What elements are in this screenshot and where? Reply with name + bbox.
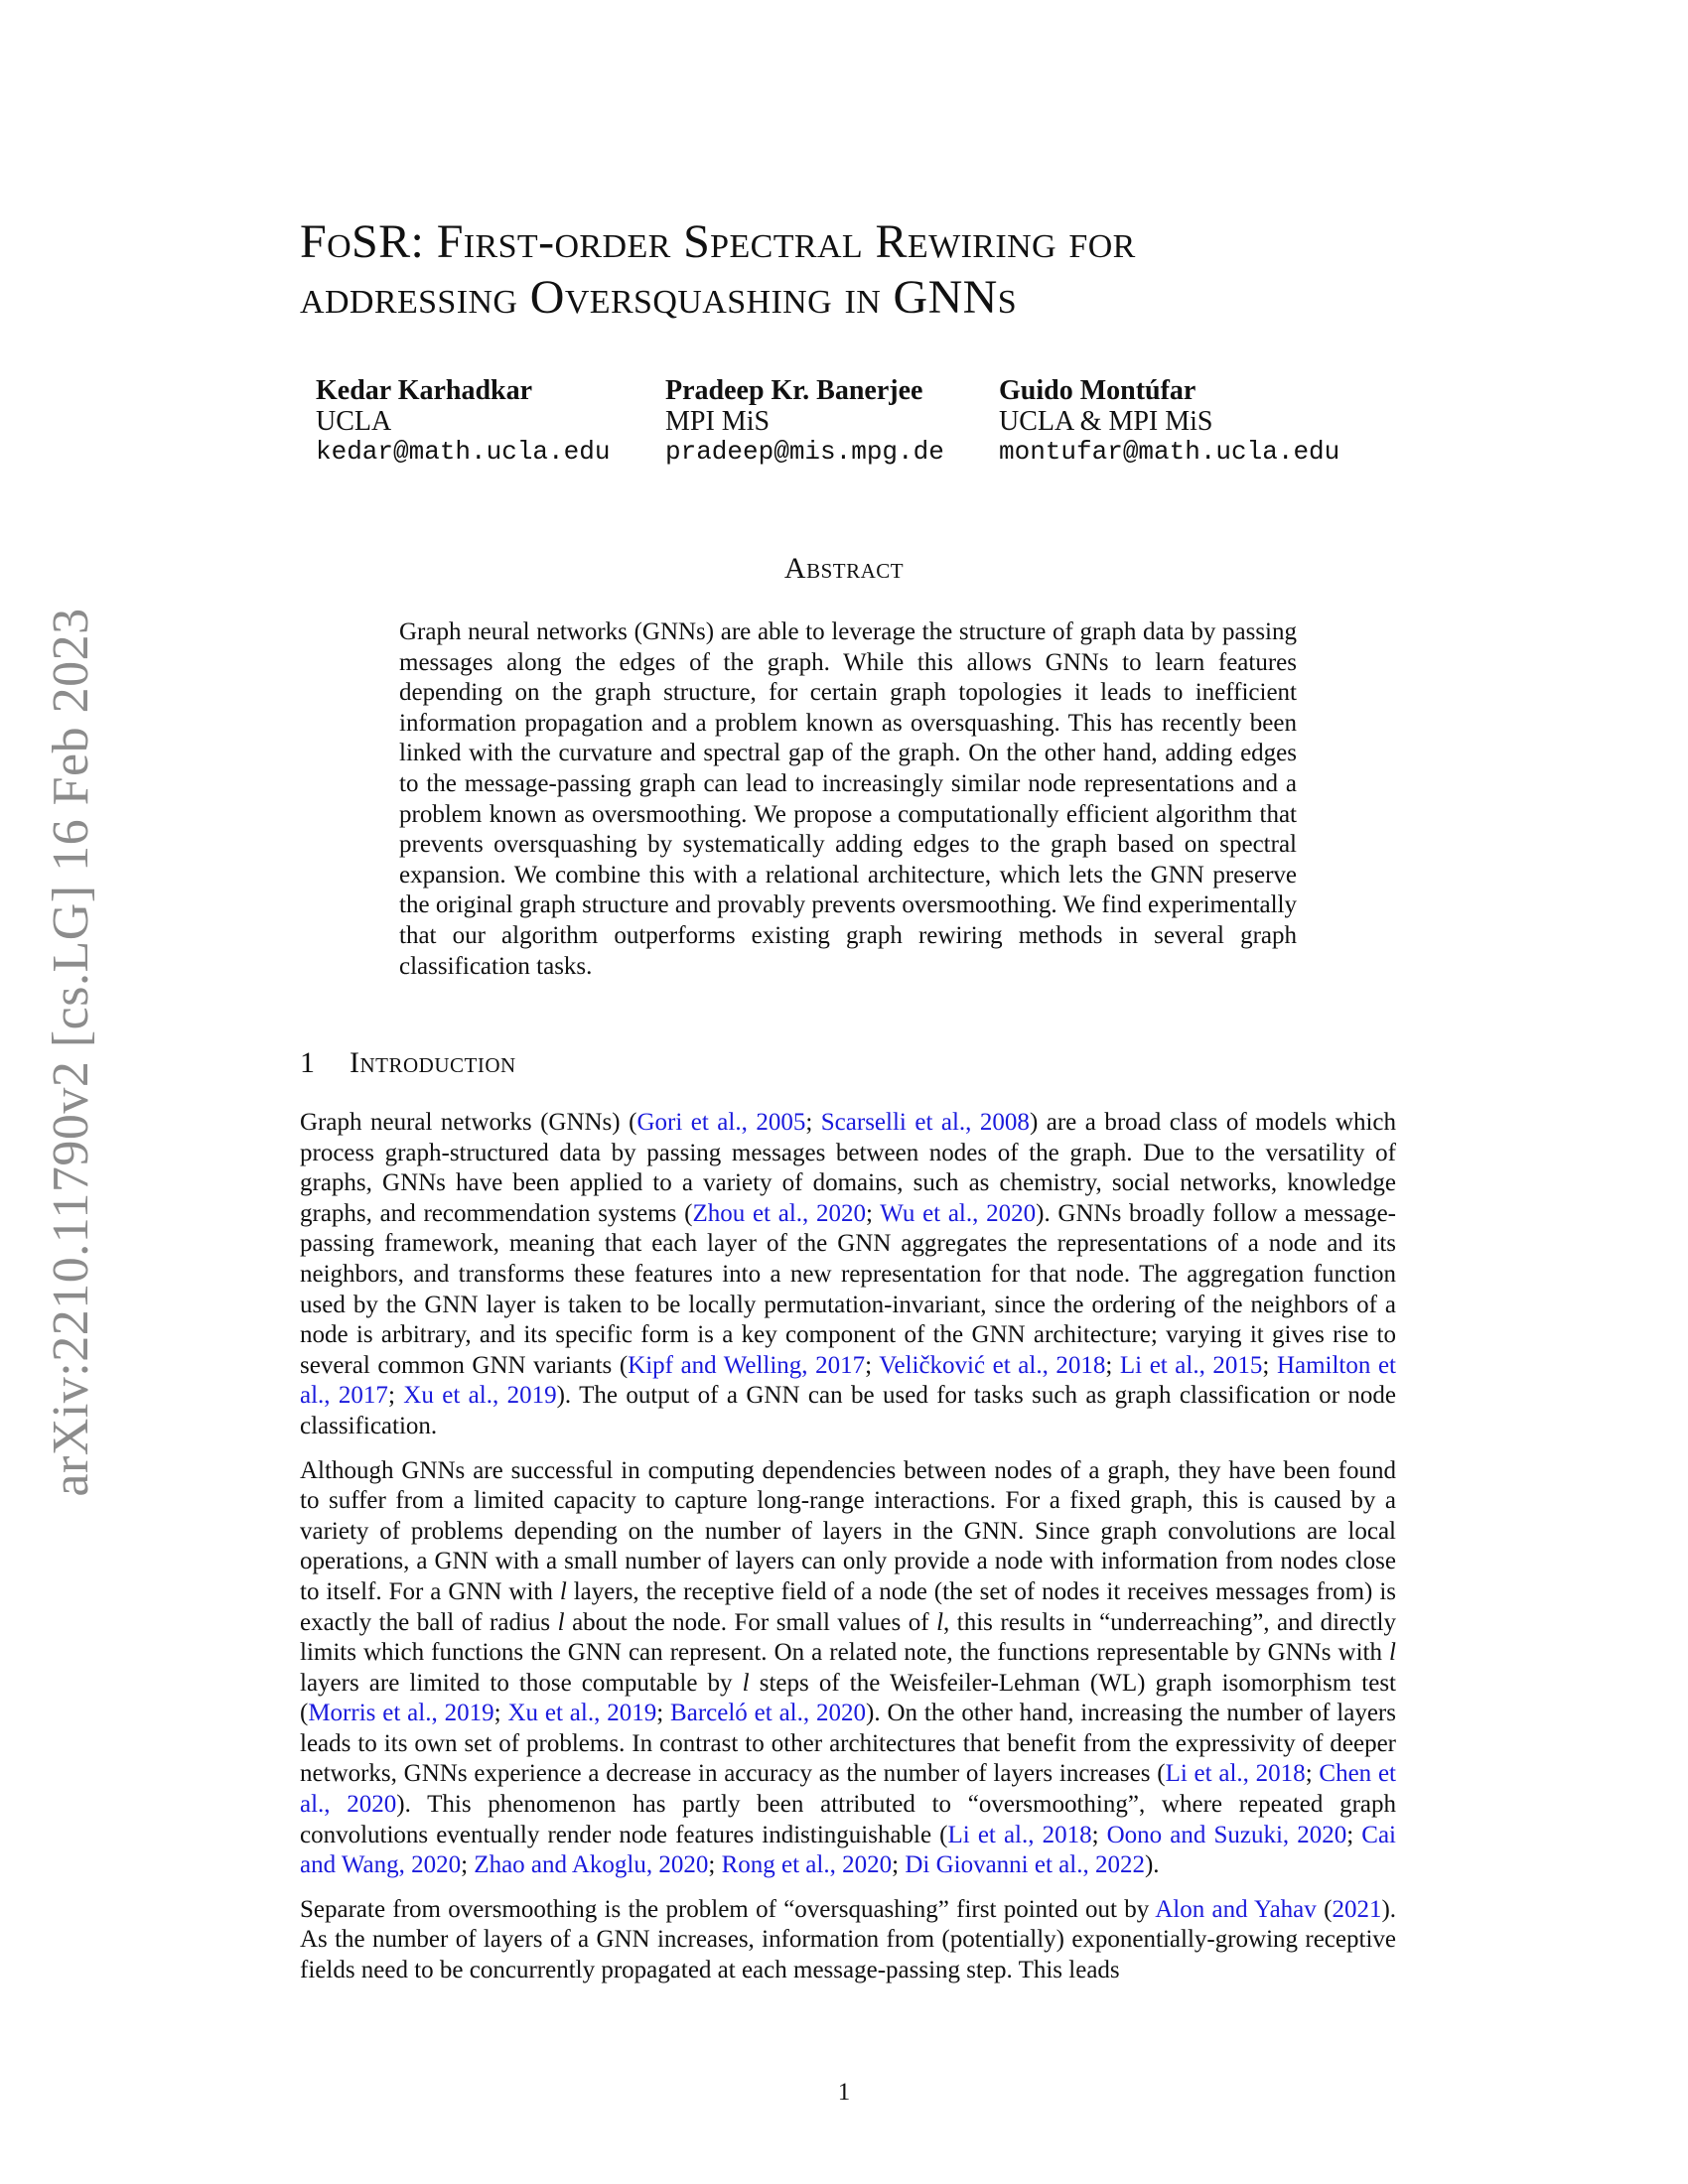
text: layers, the receptive field of a node (the set of nodes it receives messages from) is exactly the ball of radius — [300, 1577, 1396, 1636]
math-variable: l — [936, 1608, 944, 1636]
text: ; — [866, 1199, 881, 1227]
text: ; — [1305, 1760, 1320, 1788]
citation-link[interactable]: 2021 — [1332, 1895, 1382, 1923]
text: steps of the Weisfeiler-Lehman (WL) graph isomorphism test ( — [300, 1669, 1396, 1727]
section-title: Introduction — [350, 1046, 516, 1079]
text: ). On the other hand, increasing the number of layers leads to its own set of problems. In contrast to other architectures that benefit from the expressivity of deeper networks, GNNs experience a decrease in accuracy as the number of layers increases ( — [300, 1700, 1396, 1788]
text: about the node. For small values of — [564, 1608, 937, 1636]
citation-link[interactable]: Wu et al., 2020 — [880, 1199, 1037, 1227]
text: ; — [805, 1109, 821, 1136]
citation-link[interactable]: Veličković et al., 2018 — [879, 1351, 1106, 1379]
author-affiliation: MPI MiS — [665, 406, 771, 437]
author-block — [316, 375, 1428, 475]
author-3 — [999, 375, 1339, 468]
citation-link[interactable]: Xu et al., 2019 — [403, 1382, 557, 1410]
text: ). This phenomenon has partly been attributed to “oversmoothing”, where repeated graph convolutions eventually render node features indistinguishable ( — [300, 1791, 1396, 1848]
intro-paragraph-1 — [300, 1108, 1396, 1442]
text: ( — [1316, 1895, 1333, 1923]
citation-link[interactable]: Di Giovanni et al., 2022 — [905, 1851, 1145, 1879]
arxiv-identifier-stamp: arXiv:2210.11790v2 [cs.LG] 16 Feb 2023 — [43, 608, 99, 1497]
text: ). The output of a GNN can be used for tasks such as graph classification or node classification. — [300, 1382, 1397, 1439]
author-affiliation: UCLA & MPI MiS — [999, 406, 1213, 437]
citation-link[interactable]: Li et al., 2018 — [947, 1821, 1092, 1848]
citation-link[interactable]: Zhou et al., 2020 — [692, 1199, 866, 1227]
text: ; — [1346, 1821, 1362, 1848]
citation-link[interactable]: Rong et al., 2020 — [721, 1851, 893, 1879]
math-variable: l — [1389, 1639, 1396, 1667]
citation-link[interactable]: Zhao and Akoglu, 2020 — [474, 1851, 709, 1879]
citation-link[interactable]: Xu et al., 2019 — [507, 1700, 657, 1727]
title-line-1: FoSR: First-order Spectral Rewiring for — [300, 215, 1136, 268]
text: ) are a broad class of models which process graph-structured data by passing messages between nodes of the graph. Due to the versatility of graphs, GNNs have been applied to a variety of domains, such as chemistry, social networks, knowledge graphs, and recommendation systems ( — [300, 1109, 1396, 1227]
author-2 — [665, 375, 944, 468]
intro-paragraph-3 — [300, 1895, 1396, 1986]
author-name: Kedar Karhadkar — [316, 375, 533, 406]
intro-paragraph-2 — [300, 1456, 1396, 1881]
text: ; — [865, 1351, 880, 1379]
text: layers are limited to those computable by — [300, 1669, 743, 1697]
text: ; — [1262, 1351, 1277, 1379]
author-email[interactable]: pradeep@mis.mpg.de — [665, 437, 944, 467]
text: , this results in “underreaching”, and directly limits which functions the GNN can represent. On a related note, the functions representable by GNNs with — [300, 1608, 1396, 1667]
author-1 — [316, 375, 610, 468]
citation-link[interactable]: Barceló et al., 2020 — [670, 1700, 867, 1727]
text: ). GNNs broadly follow a message-passing framework, meaning that each layer of the GNN aggregates the representations of a node and its neighbors, and transforms these features into a new representation for that node. The aggregation function used by the GNN layer is taken to be locally permutation-invariant, since the ordering of the neighbors of a node is arbitrary, and its specific form is a key component of the GNN architecture; varying it gives rise to several common GNN variants ( — [300, 1199, 1397, 1379]
citation-link[interactable]: Cai and Wang, 2020 — [300, 1821, 1396, 1879]
text: ; — [656, 1700, 671, 1727]
citation-link[interactable]: Alon and Yahav — [1155, 1895, 1317, 1923]
author-name: Pradeep Kr. Banerjee — [665, 375, 923, 406]
citation-link[interactable]: Li et al., 2015 — [1119, 1351, 1263, 1379]
citation-link[interactable]: Li et al., 2018 — [1165, 1760, 1306, 1788]
author-affiliation: UCLA — [316, 406, 392, 437]
author-email[interactable]: montufar@math.ucla.edu — [999, 437, 1340, 467]
text: Graph neural networks (GNNs) ( — [300, 1109, 637, 1136]
citation-link[interactable]: Morris et al., 2019 — [308, 1700, 494, 1727]
abstract-text: Graph neural networks (GNNs) are able to leverage the structure of graph data by passing messages along the edges of the graph. While this allows GNNs to learn features depending on the graph structure, for certain graph topologies it leads to inefficient information propagation and a problem known as oversquashing. This has recently been linked with the curvature and spectral gap of the graph. On the other hand, adding edges to the message-passing graph can lead to increasingly similar node representations and a problem known as oversmoothing. We propose a computationally efficient algorithm that prevents oversquashing by systematically adding edges to the graph based on spectral expansion. We combine this with a relational architecture, which lets the GNN preserve the original graph structure and provably prevents oversmoothing. We find experimentally that our algorithm outperforms existing graph rewiring methods in several graph classification tasks. — [399, 618, 1297, 980]
title-line-2: addressing Oversquashing in GNNs — [300, 271, 1018, 324]
text: Separate from oversmoothing is the problem of “oversquashing” first pointed out by — [300, 1895, 1156, 1923]
paper-title — [300, 214, 1402, 326]
math-variable: l — [742, 1669, 750, 1697]
text: ; — [1091, 1821, 1107, 1848]
text: ). — [1144, 1851, 1160, 1879]
citation-link[interactable]: Chen et al., 2020 — [300, 1760, 1396, 1819]
text: ; — [708, 1851, 722, 1879]
math-variable: l — [559, 1577, 567, 1605]
section-heading-introduction — [300, 1046, 516, 1080]
abstract-heading: Abstract — [783, 552, 905, 585]
citation-link[interactable]: Oono and Suzuki, 2020 — [1106, 1821, 1347, 1848]
citation-link[interactable]: Gori et al., 2005 — [636, 1109, 806, 1136]
text: ). As the number of layers of a GNN increases, information from (potentially) exponentially-growing receptive fields need to be concurrently propagated at each message-passing step. This leads — [300, 1895, 1397, 1984]
author-email[interactable]: kedar@math.ucla.edu — [316, 437, 611, 467]
text: ; — [461, 1851, 475, 1879]
text: ; — [493, 1700, 508, 1727]
citation-link[interactable]: Scarselli et al., 2008 — [820, 1109, 1030, 1136]
text: Although GNNs are successful in computing dependencies between nodes of a graph, they have been found to suffer from a limited capacity to capture long-range interactions. For a fixed graph, this is caused by a variety of problems depending on the number of layers in the GNN. Since graph convolutions are local operations, a GNN with a small number of layers can only provide a node with information from nodes close to itself. For a GNN with — [300, 1456, 1396, 1605]
page-number: 1 — [837, 2079, 851, 2106]
citation-link[interactable]: Kipf and Welling, 2017 — [628, 1351, 866, 1379]
math-variable: l — [557, 1608, 565, 1636]
text: ; — [1105, 1351, 1120, 1379]
text: ; — [387, 1382, 404, 1410]
author-name: Guido Montúfar — [999, 375, 1196, 406]
section-number: 1 — [300, 1046, 316, 1079]
introduction-body — [300, 1108, 1396, 2000]
citation-link[interactable]: Hamilton et al., 2017 — [300, 1351, 1396, 1410]
text: ; — [892, 1851, 906, 1879]
